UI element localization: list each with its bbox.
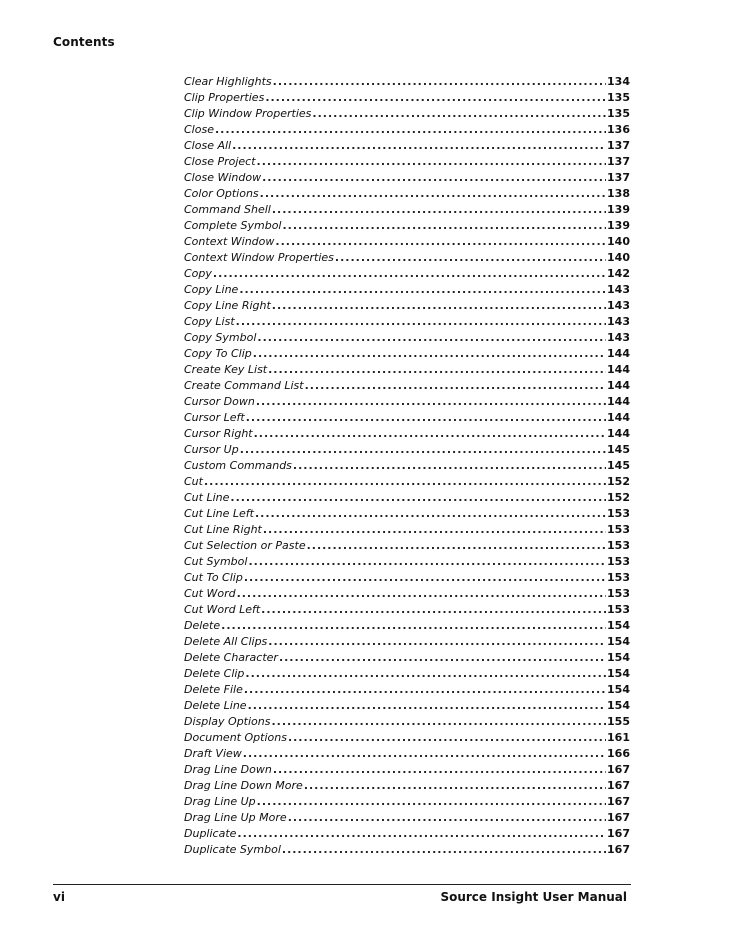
toc-entry-title: Delete Line: [184, 699, 247, 712]
toc-entry-title: Drag Line Down More: [184, 779, 303, 792]
toc-entry-title: Copy Line: [184, 283, 239, 296]
dot-leader: [268, 362, 606, 378]
toc-entry[interactable]: [184, 490, 630, 506]
toc-entry-page: 143: [607, 283, 630, 296]
toc-entry-title: Document Options: [184, 731, 287, 744]
toc-entry[interactable]: [184, 442, 630, 458]
toc-entry-page: 139: [607, 219, 630, 232]
dot-leader: [244, 682, 606, 698]
toc-entry[interactable]: [184, 234, 630, 250]
dot-leader: [305, 378, 606, 394]
toc-entry-title: Clip Properties: [184, 91, 265, 104]
toc-entry[interactable]: [184, 362, 630, 378]
toc-entry-page: 167: [607, 811, 630, 824]
dot-leader: [244, 570, 606, 586]
toc-entry[interactable]: [184, 122, 630, 138]
toc-entry-title: Drag Line Up More: [184, 811, 287, 824]
dot-leader: [335, 250, 606, 266]
toc-entry-page: 153: [607, 603, 630, 616]
dot-leader: [237, 586, 606, 602]
dot-leader: [248, 554, 606, 570]
toc-entry[interactable]: [184, 314, 630, 330]
toc-entry[interactable]: [184, 842, 630, 858]
toc-entry-title: Cut Line: [184, 491, 230, 504]
toc-entry[interactable]: [184, 218, 630, 234]
toc-entry-page: 143: [607, 331, 630, 344]
toc-entry[interactable]: [184, 506, 630, 522]
toc-entry[interactable]: [184, 458, 630, 474]
toc-entry[interactable]: [184, 714, 630, 730]
toc-entry-title: Cut: [184, 475, 203, 488]
toc-entry[interactable]: [184, 74, 630, 90]
dot-leader: [248, 698, 606, 714]
toc-entry[interactable]: [184, 666, 630, 682]
page-number: vi: [53, 890, 65, 904]
toc-entry-page: 154: [607, 619, 630, 632]
table-of-contents: [184, 74, 630, 858]
dot-leader: [232, 138, 606, 154]
toc-entry-title: Copy List: [184, 315, 235, 328]
toc-entry[interactable]: [184, 570, 630, 586]
toc-entry-page: 140: [607, 235, 630, 248]
toc-entry-title: Create Command List: [184, 379, 304, 392]
toc-entry-title: Drag Line Down: [184, 763, 272, 776]
toc-entry[interactable]: [184, 634, 630, 650]
toc-entry-title: Copy Line Right: [184, 299, 271, 312]
toc-entry-title: Cut Line Left: [184, 507, 254, 520]
toc-entry-page: 135: [607, 107, 630, 120]
dot-leader: [230, 490, 606, 506]
toc-entry[interactable]: [184, 426, 630, 442]
toc-entry[interactable]: [184, 826, 630, 842]
toc-entry-title: Cut Line Right: [184, 523, 262, 536]
toc-entry-page: 144: [607, 411, 630, 424]
dot-leader: [245, 666, 606, 682]
toc-entry[interactable]: [184, 602, 630, 618]
toc-entry-title: Cut Word Left: [184, 603, 261, 616]
dot-leader: [262, 170, 606, 186]
toc-entry-title: Cursor Up: [184, 443, 239, 456]
dot-leader: [282, 842, 606, 858]
toc-entry[interactable]: [184, 746, 630, 762]
toc-entry-title: Clear Highlights: [184, 75, 272, 88]
toc-entry-title: Copy Symbol: [184, 331, 257, 344]
toc-entry-page: 153: [607, 587, 630, 600]
toc-entry[interactable]: [184, 330, 630, 346]
toc-entry-title: Color Options: [184, 187, 259, 200]
toc-entry[interactable]: [184, 522, 630, 538]
toc-entry[interactable]: [184, 250, 630, 266]
toc-entry[interactable]: [184, 682, 630, 698]
toc-entry-page: 154: [607, 635, 630, 648]
dot-leader: [288, 730, 606, 746]
toc-entry-title: Clip Window Properties: [184, 107, 312, 120]
toc-entry-page: 155: [607, 715, 630, 728]
toc-entry[interactable]: [184, 794, 630, 810]
toc-entry[interactable]: [184, 698, 630, 714]
toc-entry-page: 139: [607, 203, 630, 216]
toc-entry-title: Cursor Right: [184, 427, 253, 440]
toc-entry-page: 167: [607, 779, 630, 792]
dot-leader: [253, 346, 606, 362]
toc-entry-page: 152: [607, 475, 630, 488]
dot-leader: [275, 234, 606, 250]
toc-entry[interactable]: [184, 586, 630, 602]
toc-entry-title: Cut Symbol: [184, 555, 248, 568]
toc-entry[interactable]: [184, 394, 630, 410]
toc-entry[interactable]: [184, 810, 630, 826]
toc-entry-title: Complete Symbol: [184, 219, 282, 232]
toc-entry-title: Cut Selection or Paste: [184, 539, 306, 552]
toc-entry-page: 138: [607, 187, 630, 200]
dot-leader: [288, 810, 606, 826]
toc-entry-page: 145: [607, 443, 630, 456]
toc-entry-title: Context Window: [184, 235, 275, 248]
toc-entry-page: 153: [607, 539, 630, 552]
toc-entry[interactable]: [184, 410, 630, 426]
toc-entry-page: 161: [607, 731, 630, 744]
toc-entry-page: 153: [607, 571, 630, 584]
dot-leader: [213, 266, 606, 282]
dot-leader: [263, 522, 606, 538]
toc-entry[interactable]: [184, 778, 630, 794]
toc-entry-page: 166: [607, 747, 630, 760]
toc-entry-page: 154: [607, 651, 630, 664]
dot-leader: [272, 714, 607, 730]
toc-entry[interactable]: [184, 650, 630, 666]
toc-entry[interactable]: [184, 154, 630, 170]
toc-entry[interactable]: [184, 90, 630, 106]
dot-leader: [255, 506, 606, 522]
toc-entry-page: 136: [607, 123, 630, 136]
dot-leader: [268, 634, 606, 650]
toc-entry-title: Close All: [184, 139, 232, 152]
dot-leader: [304, 778, 606, 794]
toc-entry-title: Copy To Clip: [184, 347, 252, 360]
toc-entry-title: Context Window Properties: [184, 251, 334, 264]
toc-entry-title: Create Key List: [184, 363, 268, 376]
toc-entry-page: 144: [607, 427, 630, 440]
page-header-title: Contents: [53, 35, 115, 49]
dot-leader: [293, 458, 606, 474]
toc-entry-page: 135: [607, 91, 630, 104]
dot-leader: [272, 202, 606, 218]
toc-entry-title: Duplicate Symbol: [184, 843, 281, 856]
toc-entry[interactable]: [184, 202, 630, 218]
toc-entry-page: 143: [607, 299, 630, 312]
dot-leader: [246, 410, 606, 426]
manual-title: Source Insight User Manual: [440, 890, 627, 904]
toc-entry[interactable]: [184, 554, 630, 570]
dot-leader: [307, 538, 606, 554]
toc-entry[interactable]: [184, 730, 630, 746]
dot-leader: [236, 314, 606, 330]
toc-entry[interactable]: [184, 282, 630, 298]
toc-entry-page: 144: [607, 363, 630, 376]
dot-leader: [261, 602, 606, 618]
toc-entry-title: Custom Commands: [184, 459, 292, 472]
toc-entry-title: Close Window: [184, 171, 262, 184]
toc-entry-title: Close Project: [184, 155, 256, 168]
dot-leader: [272, 298, 606, 314]
toc-entry-page: 167: [607, 827, 630, 840]
toc-entry-page: 144: [607, 347, 630, 360]
dot-leader: [257, 154, 606, 170]
dot-leader: [243, 746, 606, 762]
toc-entry-title: Cut Word: [184, 587, 236, 600]
dot-leader: [215, 122, 606, 138]
dot-leader: [257, 330, 606, 346]
toc-entry-title: Delete File: [184, 683, 243, 696]
dot-leader: [279, 650, 606, 666]
toc-entry[interactable]: [184, 762, 630, 778]
dot-leader: [256, 394, 606, 410]
toc-entry-title: Delete: [184, 619, 221, 632]
toc-entry[interactable]: [184, 170, 630, 186]
toc-entry-title: Cursor Down: [184, 395, 255, 408]
dot-leader: [240, 442, 606, 458]
dot-leader: [204, 474, 606, 490]
dot-leader: [265, 90, 606, 106]
dot-leader: [237, 826, 606, 842]
toc-entry-title: Display Options: [184, 715, 271, 728]
toc-entry-page: 145: [607, 459, 630, 472]
toc-entry-page: 154: [607, 667, 630, 680]
toc-entry-page: 143: [607, 315, 630, 328]
dot-leader: [257, 794, 606, 810]
footer-divider: [53, 884, 631, 885]
toc-entry-page: 154: [607, 683, 630, 696]
toc-entry[interactable]: [184, 106, 630, 122]
toc-entry[interactable]: [184, 538, 630, 554]
toc-entry-page: 167: [607, 843, 630, 856]
toc-entry-title: Draft View: [184, 747, 242, 760]
toc-entry-page: 154: [607, 699, 630, 712]
toc-entry[interactable]: [184, 298, 630, 314]
dot-leader: [221, 618, 606, 634]
dot-leader: [312, 106, 606, 122]
toc-entry[interactable]: [184, 378, 630, 394]
toc-entry-page: 137: [607, 171, 630, 184]
toc-entry[interactable]: [184, 474, 630, 490]
toc-entry-title: Copy: [184, 267, 212, 280]
toc-entry-page: 137: [607, 155, 630, 168]
toc-entry[interactable]: [184, 618, 630, 634]
toc-entry[interactable]: [184, 186, 630, 202]
toc-entry-page: 144: [607, 395, 630, 408]
dot-leader: [260, 186, 606, 202]
dot-leader: [254, 426, 606, 442]
toc-entry-page: 167: [607, 763, 630, 776]
toc-entry-title: Drag Line Up: [184, 795, 256, 808]
toc-entry-page: 140: [607, 251, 630, 264]
toc-entry-page: 152: [607, 491, 630, 504]
toc-entry-title: Delete Clip: [184, 667, 245, 680]
toc-entry-title: Delete Character: [184, 651, 278, 664]
toc-entry-title: Cursor Left: [184, 411, 245, 424]
toc-entry-page: 153: [607, 507, 630, 520]
toc-entry-title: Close: [184, 123, 214, 136]
toc-entry-title: Duplicate: [184, 827, 237, 840]
dot-leader: [239, 282, 606, 298]
toc-entry[interactable]: [184, 266, 630, 282]
dot-leader: [273, 74, 606, 90]
dot-leader: [273, 762, 606, 778]
toc-entry[interactable]: [184, 346, 630, 362]
toc-entry-title: Delete All Clips: [184, 635, 268, 648]
toc-entry[interactable]: [184, 138, 630, 154]
toc-entry-page: 153: [607, 555, 630, 568]
toc-entry-page: 134: [607, 75, 630, 88]
toc-entry-page: 144: [607, 379, 630, 392]
toc-entry-page: 153: [607, 523, 630, 536]
toc-entry-title: Command Shell: [184, 203, 271, 216]
toc-entry-page: 167: [607, 795, 630, 808]
toc-entry-page: 137: [607, 139, 630, 152]
dot-leader: [283, 218, 607, 234]
toc-entry-title: Cut To Clip: [184, 571, 243, 584]
toc-entry-page: 142: [607, 267, 630, 280]
